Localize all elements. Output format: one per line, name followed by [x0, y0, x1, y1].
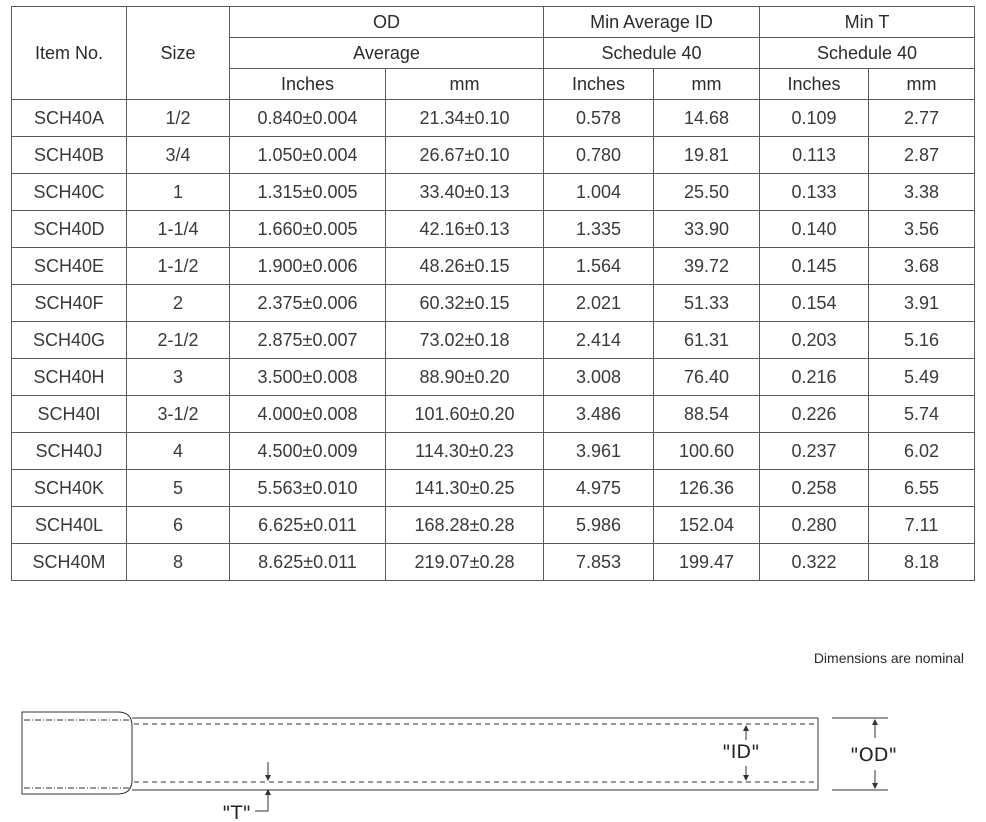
- header-size: Size: [127, 7, 230, 100]
- cell-id-mm: 88.54: [654, 396, 760, 433]
- pipe-cross-section-diagram: [0, 700, 986, 822]
- table-row: [12, 396, 975, 433]
- cell-od-inches: 2.875±0.007: [230, 322, 386, 359]
- table-row: [12, 248, 975, 285]
- cell-size: 1/2: [127, 100, 230, 137]
- cell-od-mm: 42.16±0.13: [386, 211, 544, 248]
- header-item-no: Item No.: [12, 7, 127, 100]
- cell-id-inches: 2.021: [544, 285, 654, 322]
- cell-t-inches: 0.226: [760, 396, 869, 433]
- cell-size: 3: [127, 359, 230, 396]
- cell-id-mm: 19.81: [654, 137, 760, 174]
- od-arrowhead-bottom: [872, 783, 878, 789]
- cell-t-inches: 0.145: [760, 248, 869, 285]
- cell-id-mm: 25.50: [654, 174, 760, 211]
- table-row: [12, 507, 975, 544]
- table-row: [12, 322, 975, 359]
- cell-t-inches: 0.216: [760, 359, 869, 396]
- cell-t-inches: 0.203: [760, 322, 869, 359]
- table-row: [12, 174, 975, 211]
- cell-id-mm: 61.31: [654, 322, 760, 359]
- cell-size: 6: [127, 507, 230, 544]
- cell-size: 2: [127, 285, 230, 322]
- table-row: [12, 359, 975, 396]
- cell-item-no: SCH40L: [12, 507, 127, 544]
- cell-size: 8: [127, 544, 230, 581]
- id-arrowhead-bottom: [743, 775, 749, 781]
- cell-item-no: SCH40M: [12, 544, 127, 581]
- id-arrowhead-top: [743, 725, 749, 731]
- table-row: [12, 285, 975, 322]
- cell-size: 2-1/2: [127, 322, 230, 359]
- cell-t-inches: 0.113: [760, 137, 869, 174]
- cell-t-inches: 0.154: [760, 285, 869, 322]
- cell-item-no: SCH40C: [12, 174, 127, 211]
- dimensions-note: Dimensions are nominal: [813, 650, 964, 666]
- header-min-t: Min T: [760, 7, 975, 38]
- cell-t-mm: 3.38: [869, 174, 975, 211]
- cell-id-inches: 5.986: [544, 507, 654, 544]
- cell-od-mm: 101.60±0.20: [386, 396, 544, 433]
- cell-od-inches: 6.625±0.011: [230, 507, 386, 544]
- cell-od-mm: 88.90±0.20: [386, 359, 544, 396]
- cell-od-inches: 4.000±0.008: [230, 396, 386, 433]
- cell-od-mm: 48.26±0.15: [386, 248, 544, 285]
- cell-od-mm: 73.02±0.18: [386, 322, 544, 359]
- cell-size: 4: [127, 433, 230, 470]
- cell-id-inches: 1.564: [544, 248, 654, 285]
- header-unit: Inches: [544, 69, 654, 100]
- cell-od-mm: 141.30±0.25: [386, 470, 544, 507]
- table-row: [12, 137, 975, 174]
- table-row: [12, 544, 975, 581]
- table-row: [12, 211, 975, 248]
- cell-id-mm: 39.72: [654, 248, 760, 285]
- cell-t-mm: 3.68: [869, 248, 975, 285]
- cell-od-inches: 4.500±0.009: [230, 433, 386, 470]
- cell-id-inches: 0.780: [544, 137, 654, 174]
- cell-id-mm: 100.60: [654, 433, 760, 470]
- cell-size: 3/4: [127, 137, 230, 174]
- cell-od-mm: 33.40±0.13: [386, 174, 544, 211]
- cell-size: 3-1/2: [127, 396, 230, 433]
- cell-id-inches: 0.578: [544, 100, 654, 137]
- id-label: "ID": [722, 741, 760, 763]
- cell-t-inches: 0.109: [760, 100, 869, 137]
- cell-od-inches: 0.840±0.004: [230, 100, 386, 137]
- cell-od-mm: 168.28±0.28: [386, 507, 544, 544]
- cell-t-mm: 6.55: [869, 470, 975, 507]
- cell-t-inches: 0.237: [760, 433, 869, 470]
- cell-item-no: SCH40G: [12, 322, 127, 359]
- cell-t-inches: 0.258: [760, 470, 869, 507]
- cell-item-no: SCH40I: [12, 396, 127, 433]
- cell-t-mm: 5.74: [869, 396, 975, 433]
- cell-od-mm: 114.30±0.23: [386, 433, 544, 470]
- cell-od-inches: 1.315±0.005: [230, 174, 386, 211]
- cell-id-inches: 3.486: [544, 396, 654, 433]
- od-arrowhead-top: [872, 719, 878, 725]
- cell-id-inches: 1.004: [544, 174, 654, 211]
- cell-t-mm: 7.11: [869, 507, 975, 544]
- cell-t-mm: 3.91: [869, 285, 975, 322]
- header-min-average-id: Min Average ID: [544, 7, 760, 38]
- cell-item-no: SCH40K: [12, 470, 127, 507]
- cell-t-mm: 2.77: [869, 100, 975, 137]
- cell-od-mm: 219.07±0.28: [386, 544, 544, 581]
- cell-t-mm: 3.56: [869, 211, 975, 248]
- cell-od-inches: 1.660±0.005: [230, 211, 386, 248]
- cell-od-inches: 1.900±0.006: [230, 248, 386, 285]
- cell-id-mm: 126.36: [654, 470, 760, 507]
- cell-id-inches: 3.008: [544, 359, 654, 396]
- pipe-dimensions-table: [11, 6, 975, 581]
- cell-item-no: SCH40H: [12, 359, 127, 396]
- t-arrowhead: [265, 775, 271, 781]
- cell-id-mm: 51.33: [654, 285, 760, 322]
- header-unit: mm: [654, 69, 760, 100]
- cell-item-no: SCH40A: [12, 100, 127, 137]
- cell-od-inches: 8.625±0.011: [230, 544, 386, 581]
- cell-t-inches: 0.140: [760, 211, 869, 248]
- cell-item-no: SCH40J: [12, 433, 127, 470]
- cell-od-inches: 1.050±0.004: [230, 137, 386, 174]
- cell-size: 1-1/2: [127, 248, 230, 285]
- header-t-schedule: Schedule 40: [760, 38, 975, 69]
- header-od-average: Average: [230, 38, 544, 69]
- cell-id-mm: 152.04: [654, 507, 760, 544]
- cell-t-mm: 5.49: [869, 359, 975, 396]
- cell-item-no: SCH40B: [12, 137, 127, 174]
- cell-od-mm: 26.67±0.10: [386, 137, 544, 174]
- cell-od-mm: 21.34±0.10: [386, 100, 544, 137]
- cell-size: 1: [127, 174, 230, 211]
- cell-t-inches: 0.280: [760, 507, 869, 544]
- cell-id-mm: 199.47: [654, 544, 760, 581]
- cell-id-mm: 14.68: [654, 100, 760, 137]
- cell-item-no: SCH40E: [12, 248, 127, 285]
- cell-item-no: SCH40D: [12, 211, 127, 248]
- cell-id-inches: 3.961: [544, 433, 654, 470]
- header-unit: mm: [869, 69, 975, 100]
- cell-id-mm: 76.40: [654, 359, 760, 396]
- header-unit: Inches: [230, 69, 386, 100]
- header-id-schedule: Schedule 40: [544, 38, 760, 69]
- header-unit: mm: [386, 69, 544, 100]
- pipe-socket-outline: [22, 712, 132, 794]
- table-body: [12, 100, 975, 581]
- cell-id-inches: 4.975: [544, 470, 654, 507]
- cell-id-inches: 1.335: [544, 211, 654, 248]
- cell-t-inches: 0.322: [760, 544, 869, 581]
- cell-id-inches: 2.414: [544, 322, 654, 359]
- cell-od-mm: 60.32±0.15: [386, 285, 544, 322]
- cell-size: 5: [127, 470, 230, 507]
- cell-id-mm: 33.90: [654, 211, 760, 248]
- cell-size: 1-1/4: [127, 211, 230, 248]
- cell-item-no: SCH40F: [12, 285, 127, 322]
- cell-id-inches: 7.853: [544, 544, 654, 581]
- header-od: OD: [230, 7, 544, 38]
- cell-t-mm: 6.02: [869, 433, 975, 470]
- header-unit: Inches: [760, 69, 869, 100]
- t-label: "T": [222, 802, 252, 822]
- table-row: [12, 100, 975, 137]
- cell-t-inches: 0.133: [760, 174, 869, 211]
- cell-od-inches: 5.563±0.010: [230, 470, 386, 507]
- table-row: [12, 433, 975, 470]
- table-row: [12, 470, 975, 507]
- cell-t-mm: 2.87: [869, 137, 975, 174]
- cell-t-mm: 8.18: [869, 544, 975, 581]
- cell-od-inches: 3.500±0.008: [230, 359, 386, 396]
- cell-t-mm: 5.16: [869, 322, 975, 359]
- cell-od-inches: 2.375±0.006: [230, 285, 386, 322]
- od-label: "OD": [850, 744, 898, 766]
